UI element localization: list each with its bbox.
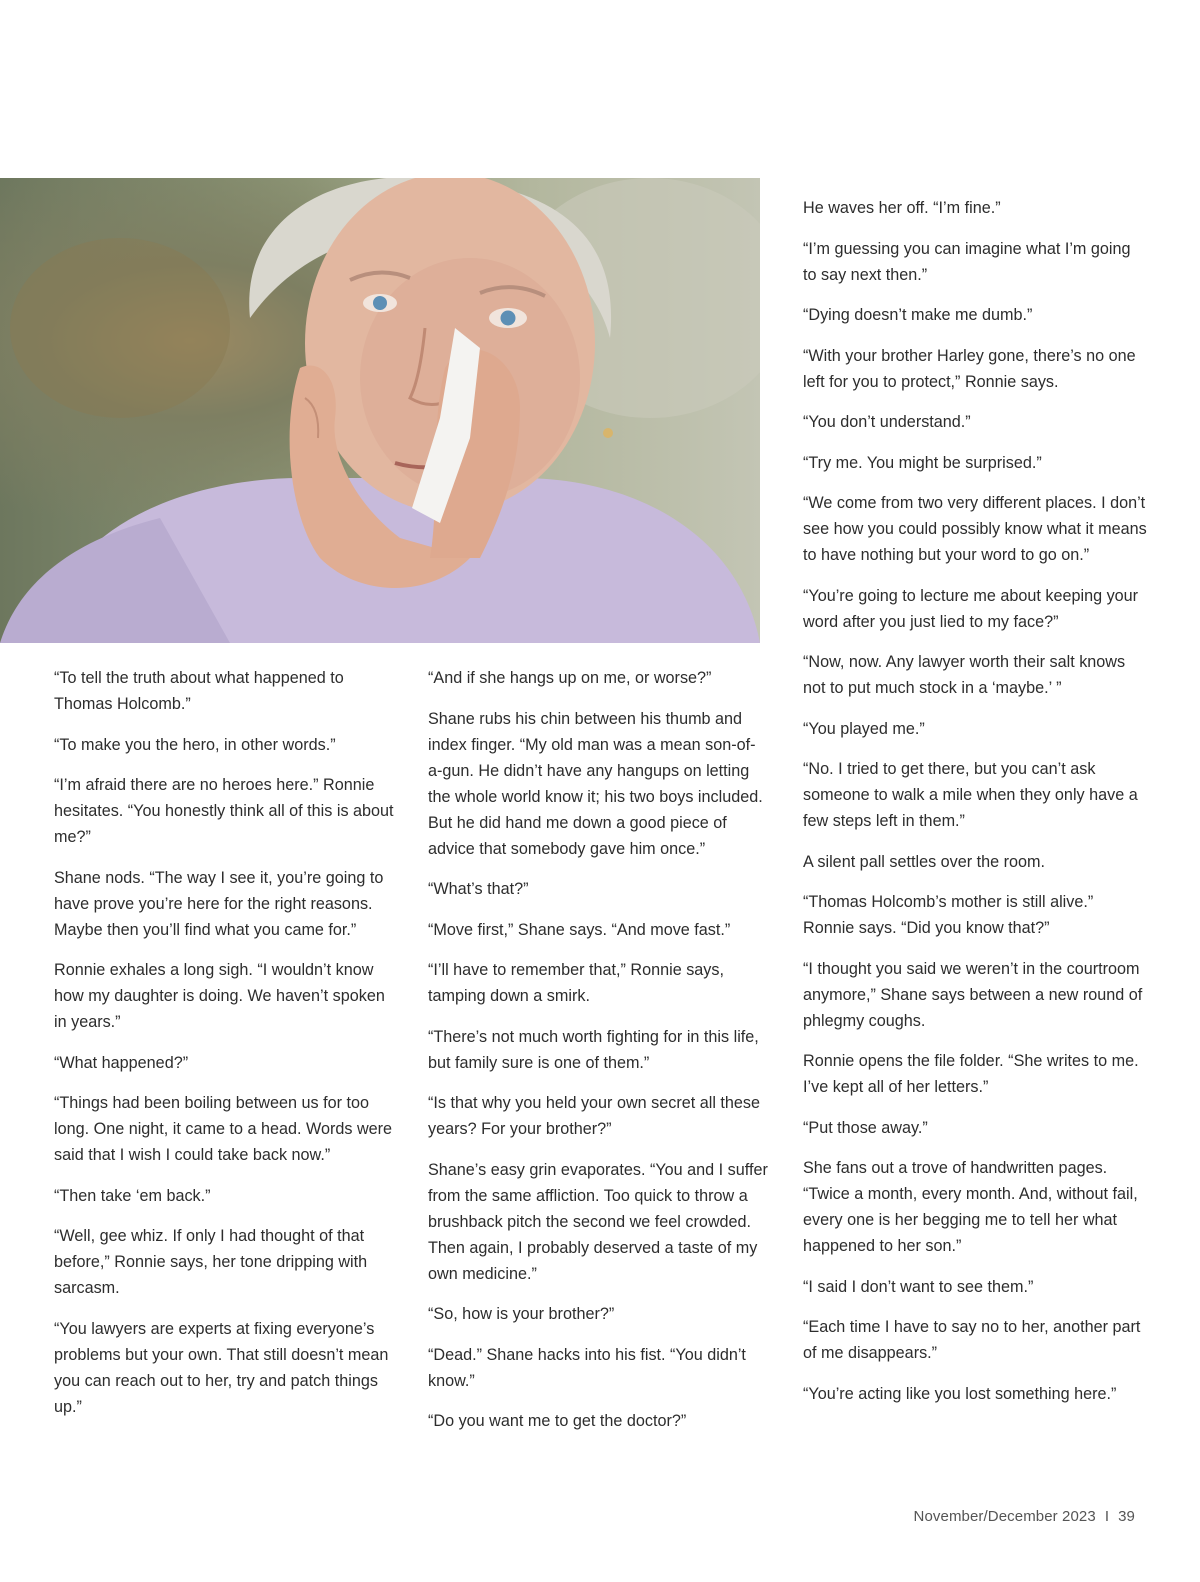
crying-elderly-woman-photo-icon	[0, 178, 760, 643]
paragraph: Ronnie opens the file folder. “She writes to me. I’ve kept all of her letters.”	[803, 1052, 1139, 1096]
paragraph: “Then take ‘em back.”	[54, 1186, 211, 1205]
paragraph: “Do you want me to get the doctor?”	[428, 1412, 687, 1430]
article-photo	[0, 178, 760, 643]
paragraph: “Now, now. Any lawyer worth their salt knows not to put much stock in a ‘maybe.’ ”	[803, 653, 1126, 697]
paragraph: “I’m afraid there are no heroes here.” Ronnie hesitates. “You honestly think all of this is about me?”	[54, 776, 394, 846]
paragraph: “Things had been boiling between us for too long. One night, it came to a head. Words were said that I wish I could take back now.”	[54, 1094, 393, 1164]
paragraph: “Thomas Holcomb’s mother is still alive.” Ronnie says. “Did you know that?”	[803, 893, 1094, 937]
paragraph: “You’re acting like you lost something here.”	[803, 1384, 1117, 1403]
paragraph: “And if she hangs up on me, or worse?”	[428, 669, 712, 687]
paragraph: “I thought you said we weren’t in the courtroom anymore,” Shane says between a new round of phlegmy coughs.	[803, 959, 1143, 1030]
paragraph: “I’ll have to remember that,” Ronnie says, tamping down a smirk.	[428, 961, 724, 1005]
paragraph: “Dead.” Shane hacks into his fist. “You didn’t know.”	[428, 1345, 746, 1390]
footer-separator: I	[1104, 1508, 1110, 1525]
paragraph: “To make you the hero, in other words.”	[54, 735, 336, 754]
paragraph: “No. I tried to get there, but you can’t ask someone to walk a mile when they only have a few steps left in them.”	[803, 760, 1138, 830]
paragraph: “You played me.”	[803, 719, 925, 738]
paragraph: “You’re going to lecture me about keeping your word after you just lied to my face?”	[803, 586, 1139, 631]
text-column-1	[54, 665, 394, 1434]
paragraph: Shane’s easy grin evaporates. “You and I suffer from the same affliction. Too quick to throw a brushback pitch the second we feel crowded. Then again, I probably deserved a taste of my own medicine.”	[428, 1160, 768, 1283]
paragraph: “I’m guessing you can imagine what I’m going to say next then.”	[803, 239, 1131, 284]
paragraph: “We come from two very different places. I don’t see how you could possibly know what it means to have nothing but your word to go on.”	[803, 494, 1147, 564]
paragraph: “Well, gee whiz. If only I had thought of that before,” Ronnie says, her tone dripping with sarcasm.	[54, 1227, 368, 1297]
paragraph: Shane rubs his chin between his thumb and index finger. “My old man was a mean son-of-a-gun. He didn’t have any hangups on letting the whole world know it; his two boys included. But he did hand me down a good piece of advice that somebody gave him once.”	[428, 709, 763, 858]
paragraph: She fans out a trove of handwritten pages. “Twice a month, every month. And, without fail, every one is her begging me to tell her what happened to her son.”	[803, 1159, 1138, 1255]
paragraph: “What happened?”	[54, 1053, 189, 1072]
paragraph: “To tell the truth about what happened to Thomas Holcomb.”	[54, 669, 344, 713]
paragraph: “So, how is your brother?”	[428, 1305, 615, 1323]
paragraph: “You lawyers are experts at fixing everyone’s problems but your own. That still doesn’t mean you can reach out to her, try and patch things up.”	[54, 1319, 389, 1416]
paragraph: Shane nods. “The way I see it, you’re going to have prove you’re here for the right reasons. Maybe then you’ll find what you came for.”	[54, 868, 384, 939]
paragraph: A silent pall settles over the room.	[803, 852, 1046, 871]
issue-date: November/December 2023	[913, 1508, 1096, 1525]
paragraph: Ronnie exhales a long sigh. “I wouldn’t know how my daughter is doing. We haven’t spoken in years.”	[54, 961, 385, 1031]
paragraph: “What’s that?”	[428, 880, 529, 898]
paragraph: “Is that why you held your own secret all these years? For your brother?”	[428, 1094, 761, 1138]
paragraph: “You don’t understand.”	[803, 413, 971, 431]
paragraph: He waves her off. “I’m fine.”	[803, 199, 1001, 217]
text-column-2	[428, 665, 768, 1449]
paragraph: “Each time I have to say no to her, another part of me disappears.”	[803, 1318, 1141, 1362]
page-footer	[914, 1508, 1135, 1525]
paragraph: “Put those away.”	[803, 1118, 928, 1137]
page-number: 39	[1118, 1508, 1135, 1525]
paragraph: “There’s not much worth fighting for in this life, but family sure is one of them.”	[428, 1027, 759, 1072]
paragraph: “I said I don’t want to see them.”	[803, 1277, 1034, 1296]
text-column-3	[803, 195, 1148, 1421]
paragraph: “Move first,” Shane says. “And move fast.”	[428, 920, 731, 939]
paragraph: “With your brother Harley gone, there’s no one left for you to protect,” Ronnie says.	[803, 346, 1136, 391]
paragraph: “Dying doesn’t make me dumb.”	[803, 306, 1033, 324]
paragraph: “Try me. You might be surprised.”	[803, 453, 1042, 472]
